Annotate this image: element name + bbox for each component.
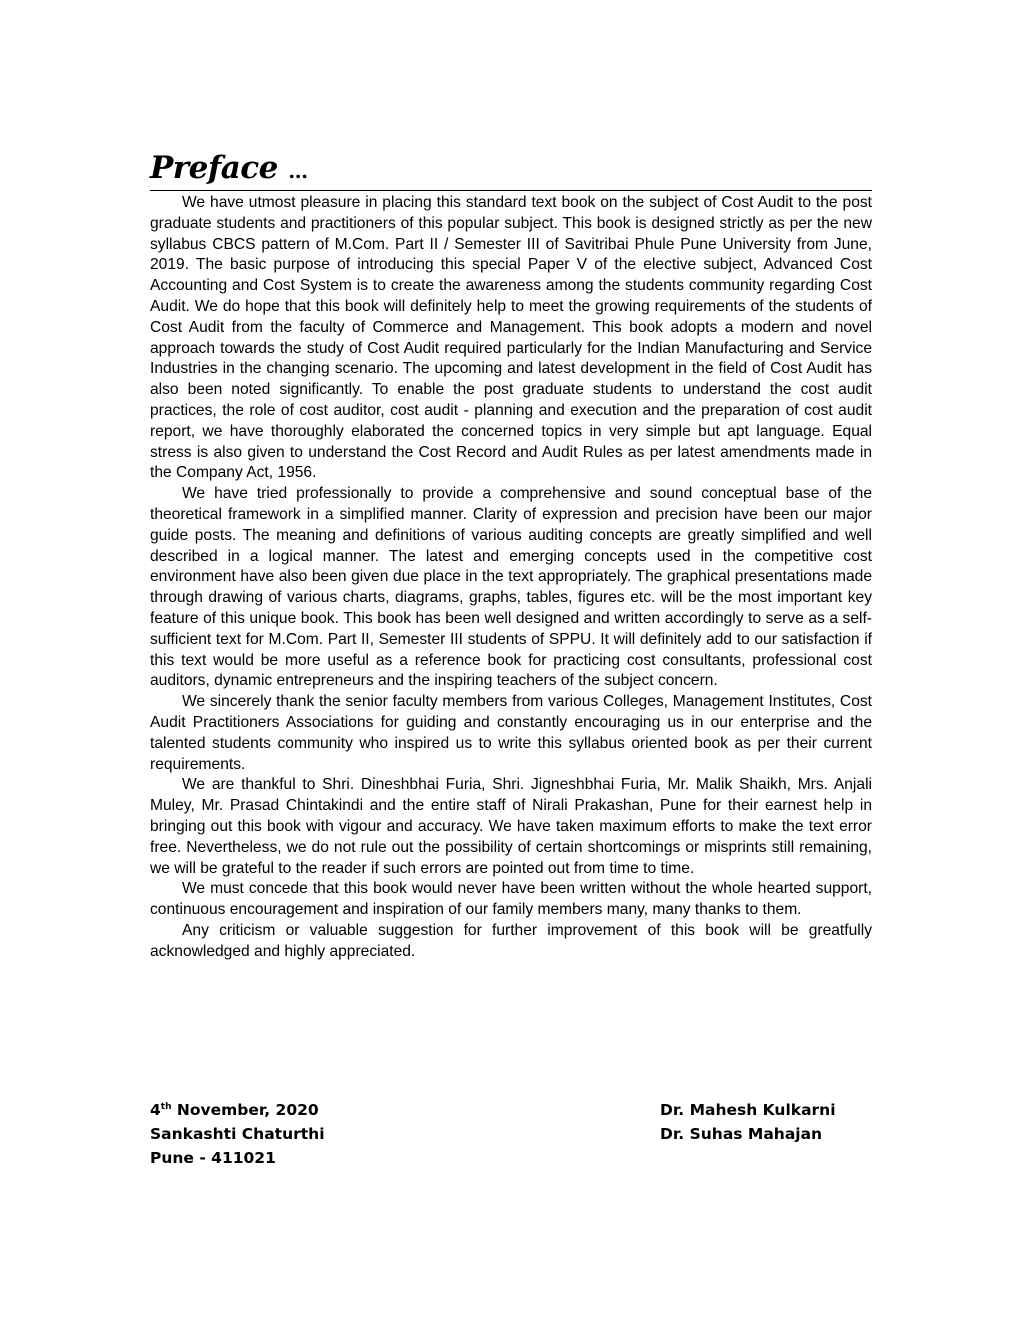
signature-date <box>150 1098 325 1122</box>
author-name: Dr. Suhas Mahajan <box>660 1125 823 1143</box>
paragraph-approach: We have tried professionally to provide a comprehensive and sound conceptual base of the theoretical framework in a simplified manner. Clarity of expression and precision have been our major guide posts. The meaning and definitions of various auditing concepts are greatly simplified and well described in a logical manner. The latest and emerging concepts used in the competitive cost environment have also been given due place in the text appropriately. The graphical presentations made through drawing of various charts, diagrams, graphs, tables, figures etc. will be the most important key feature of this unique book. This book has been well designed and written accordingly to serve as a self-sufficient text for M.Com. Part II, Semester III students of SPPU. It will definitely add to our satisfaction if this text would be more useful as a reference book for practicing cost consultants, professional cost auditors, dynamic entrepreneurs and the inspiring teachers of the subject concern. <box>150 485 872 690</box>
paragraph-thanks-faculty: We sincerely thank the senior faculty members from various Colleges, Management Institutes, Cost Audit Practitioners Associations for guiding and constantly encouraging us in our enterprise and the talented students community who inspired us to write this syllabus oriented book as per their current requirements. <box>150 693 872 773</box>
signature-authors <box>660 1098 836 1146</box>
paragraph-suggestions: Any criticism or valuable suggestion for further improvement of this book will be greatfully acknowledged and highly appreciated. <box>150 921 872 960</box>
signature-place: Pune - 411021 <box>150 1149 276 1167</box>
paragraph-intro: We have utmost pleasure in placing this standard text book on the subject of Cost Audit to the post graduate students and practitioners of this popular subject. This book is designed strictly as per the new syllabus CBCS pattern of M.Com. Part II / Semester III of Savitribai Phule Pune University from June, 2019. The basic purpose of introducing this special Paper V of the elective subject, Advanced Cost Accounting and Cost System is to create the awareness among the students community regarding Cost Audit. We do hope that this book will definitely help to meet the growing requirements of the students of Cost Audit from the faculty of Commerce and Management. This book adopts a modern and novel approach towards the study of Cost Audit required particularly for the Indian Manufacturing and Service Industries in the changing scenario. The upcoming and latest development in the field of Cost Audit has also been noted significantly. To enable the post graduate students to understand the cost audit practices, the role of cost auditor, cost audit - planning and execution and the preparation of cost audit report, we have thoroughly elaborated the concerned topics in very simple but apt language. Equal stress is also given to understand the Cost Record and Audit Rules as per latest amendments made in the Company Act, 1956. <box>150 194 872 482</box>
heading-underline <box>150 190 872 191</box>
signature-date-place <box>150 1098 325 1170</box>
heading-ellipsis: ... <box>288 159 308 183</box>
paragraph-family: We must concede that this book would never have been written without the whole hearted support, continuous encouragement and inspiration of our family members many, many thanks to them. <box>150 880 872 919</box>
author-name: Dr. Mahesh Kulkarni <box>660 1101 836 1119</box>
signature-occasion: Sankashti Chaturthi <box>150 1125 325 1143</box>
preface-heading <box>150 150 872 189</box>
date-ordinal: th <box>160 1102 172 1112</box>
paragraph-thanks-publisher: We are thankful to Shri. Dineshbhai Furia, Shri. Jigneshbhai Furia, Mr. Malik Shaikh, Mrs. Anjali Muley, Mr. Prasad Chintakindi and the entire staff of Nirali Prakashan, Pune for their earnest help in bringing out this book with vigour and accuracy. We have taken maximum efforts to make the text error free. Nevertheless, we do not rule out the possibility of certain shortcomings or misprints still remaining, we will be grateful to the reader if such errors are pointed out from time to time. <box>150 776 872 877</box>
heading-title: Preface <box>150 150 278 186</box>
date-day: 4 <box>150 1101 161 1119</box>
preface-page <box>150 150 872 962</box>
preface-body <box>150 193 872 962</box>
date-rest: November, 2020 <box>171 1101 319 1119</box>
